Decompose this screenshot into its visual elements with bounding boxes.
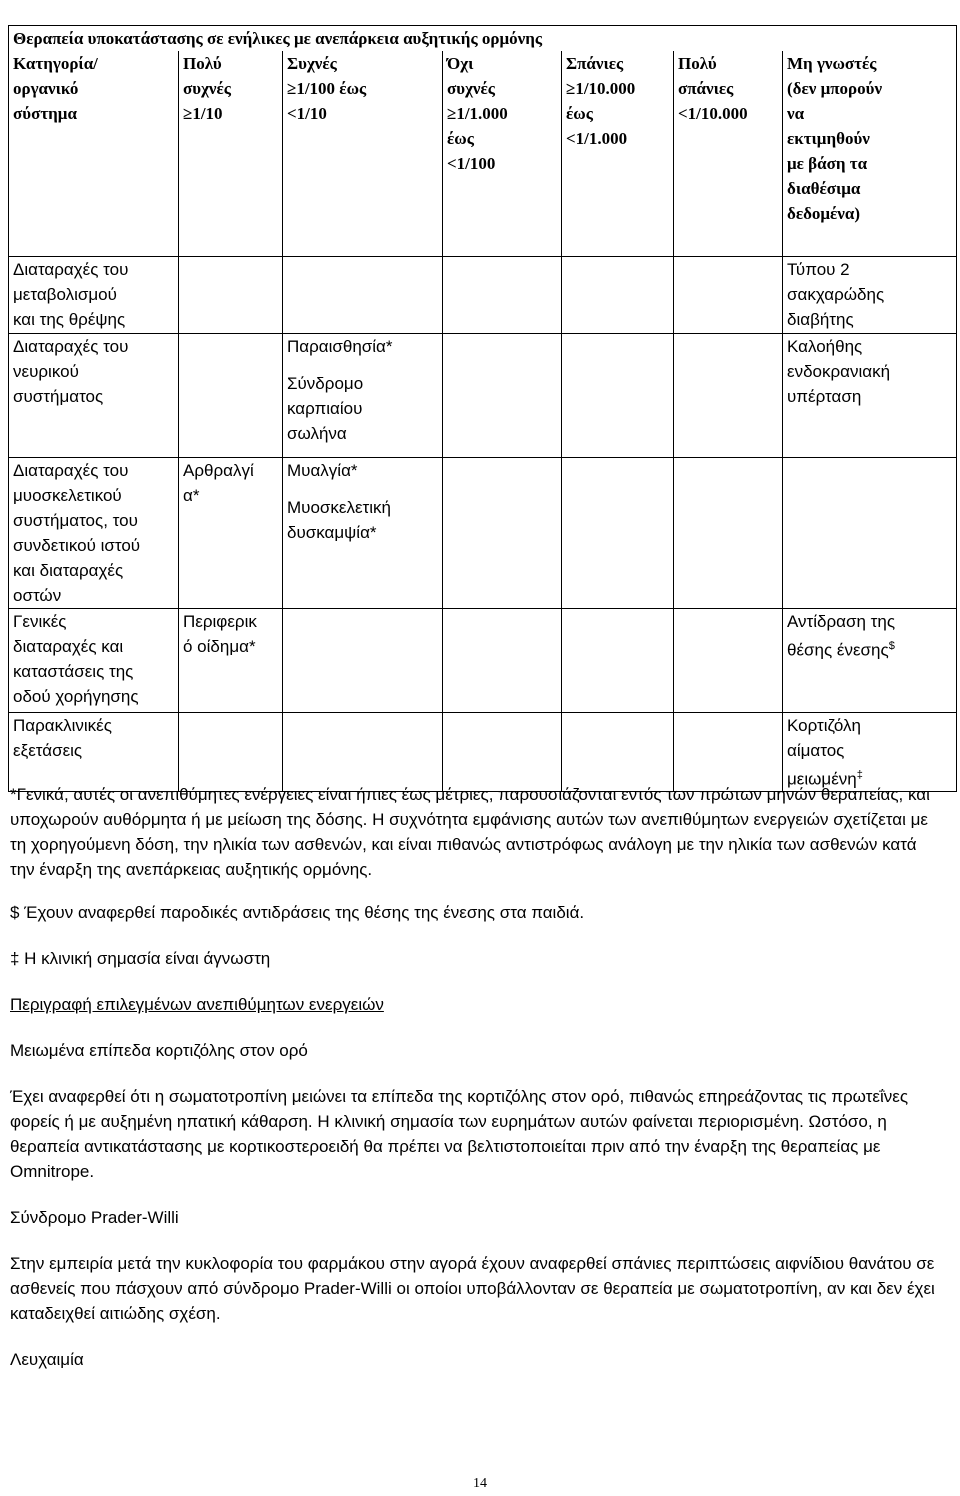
table-row: [9, 712, 957, 792]
unknown-cell: [783, 608, 957, 712]
soc-cell: Διαταραχές του μυοσκελετικού συστήματος, του συνδετικού ιστού και διαταραχές οστών: [9, 457, 179, 608]
common-cell: [283, 457, 443, 608]
header-unknown: Μη γνωστές (δεν μπορούν να εκτιμηθούν με βάση τα διαθέσιμα δεδομένα): [783, 51, 957, 256]
rare-cell: [562, 608, 674, 712]
very-rare-cell: [674, 333, 783, 457]
unknown-cell: Τύπου 2 σακχαρώδης διαβήτης: [783, 256, 957, 333]
very-rare-cell: [674, 712, 783, 792]
unknown-cell: [783, 457, 957, 608]
footnote-star: *Γενικά, αυτές οι ανεπιθύμητες ενέργειες είναι ήπιες έως μέτριες, παρουσιάζονται εντός των πρώτων μηνών θεραπείας, και υποχωρούν αυθόρμητα ή με μείωση της δόσης. Η συχνότητα εμφάνισης αυτών των ανεπιθύμητων ενεργειών σχετίζεται με τη χορηγούμενη δόση, την ηλικία των ασθενών, και είναι πιθανώς αντιστρόφως ανάλογη με την ηλικία των ασθενών κατά την έναρξη της ανεπάρκειας αυξητικής ορμόνης.: [10, 785, 930, 879]
unknown-entry: Αντίδραση της θέσης ένεσης: [787, 611, 896, 660]
footnote-dagger: ‡ Η κλινική σημασία είναι άγνωστη: [10, 949, 271, 968]
uncommon-cell: [443, 457, 562, 608]
soc-cell: Διαταραχές του μεταβολισμού και της θρέψης: [9, 256, 179, 333]
table-title: Θεραπεία υποκατάστασης σε ενήλικες με ανεπάρκεια αυξητικής ορμόνης: [9, 26, 957, 52]
notes-section: [10, 782, 945, 1372]
header-very-rare: Πολύ σπάνιες <1/10.000: [674, 51, 783, 256]
header-common: Συχνές ≥1/100 έως <1/10: [283, 51, 443, 256]
section-heading: Περιγραφή επιλεγμένων ανεπιθύμητων ενεργειών: [10, 995, 384, 1014]
prader-willi-paragraph: Στην εμπειρία μετά την κυκλοφορία του φαρμάκου στην αγορά έχουν αναφερθεί σπάνιες περιπτώσεις αιφνίδιου θανάτου σε ασθενείς που πάσχουν από σύνδρομο Prader-Willi οι οποίοι υποβάλλονταν σε θεραπεία με σωματοτροπίνη, αν και δεν έχει καταδειχθεί αιτιώδης σχέση.: [10, 1254, 935, 1323]
rare-cell: [562, 333, 674, 457]
unknown-entry: Κορτιζόλη αίματος μειωμένη: [787, 715, 861, 789]
very-rare-cell: [674, 608, 783, 712]
common-entry: Μυοσκελετική δυσκαμψία*: [287, 497, 392, 542]
very-rare-cell: [674, 256, 783, 333]
unknown-cell: [783, 712, 957, 792]
common-entry: Σύνδρομο καρπιαίου σωλήνα: [287, 373, 364, 443]
header-soc: Κατηγορία/ οργανικό σύστημα: [9, 51, 179, 256]
unknown-cell: Καλοήθης ενδοκρανιακή υπέρταση: [783, 333, 957, 457]
table-row: [9, 333, 957, 457]
header-very-common: Πολύ συχνές ≥1/10: [179, 51, 283, 256]
dollar-footnote-mark: $: [888, 639, 895, 652]
soc-cell: Παρακλινικές εξετάσεις: [9, 712, 179, 792]
header-uncommon: Όχι συχνές ≥1/1.000 έως <1/100: [443, 51, 562, 256]
prader-willi-heading: Σύνδρομο Prader-Willi: [10, 1208, 179, 1227]
very-common-cell: Αρθραλγί α*: [179, 457, 283, 608]
dagger-footnote-mark: ‡: [856, 768, 863, 781]
soc-cell: Διαταραχές του νευρικού συστήματος: [9, 333, 179, 457]
common-entry: Παραισθησία*: [287, 336, 393, 356]
leukemia-heading: Λευχαιμία: [10, 1350, 84, 1369]
page-number: 14: [473, 1476, 487, 1491]
common-cell: [283, 256, 443, 333]
table-row: [9, 608, 957, 712]
table-header-row: [9, 51, 957, 256]
uncommon-cell: [443, 608, 562, 712]
common-entry: Μυαλγία*: [287, 460, 358, 480]
rare-cell: [562, 457, 674, 608]
rare-cell: [562, 256, 674, 333]
uncommon-cell: [443, 333, 562, 457]
very-common-cell: [179, 712, 283, 792]
uncommon-cell: [443, 256, 562, 333]
soc-cell: Γενικές διαταραχές και καταστάσεις της οδού χορήγησης: [9, 608, 179, 712]
very-common-cell: Περιφερικ ό οίδημα*: [179, 608, 283, 712]
table-row: [9, 256, 957, 333]
adverse-reactions-table: [8, 25, 957, 792]
very-common-cell: [179, 256, 283, 333]
very-rare-cell: [674, 457, 783, 608]
common-cell: [283, 333, 443, 457]
header-rare: Σπάνιες ≥1/10.000 έως <1/1.000: [562, 51, 674, 256]
cortisol-paragraph: Έχει αναφερθεί ότι η σωματοτροπίνη μειώνει τα επίπεδα της κορτιζόλης στον ορό, πιθανώς επηρεάζοντας τις πρωτεΐνες φορείς ή με αυξημένη ηπατική κάθαρση. Η κλινική σημασία των ευρημάτων αυτών φαίνεται περιορισμένη. Ωστόσο, η θεραπεία αντικατάστασης με κορτικοστεροειδή θα πρέπει να βελτιστοποιείται πριν από την έναρξη της θεραπείας με Omnitrope.: [10, 1087, 909, 1181]
very-common-cell: [179, 333, 283, 457]
cortisol-heading: Μειωμένα επίπεδα κορτιζόλης στον ορό: [10, 1041, 308, 1060]
uncommon-cell: [443, 712, 562, 792]
common-cell: [283, 608, 443, 712]
table-row: [9, 457, 957, 608]
footnote-dollar: $ Έχουν αναφερθεί παροδικές αντιδράσεις της θέσης της ένεσης στα παιδιά.: [10, 903, 585, 922]
common-cell: [283, 712, 443, 792]
rare-cell: [562, 712, 674, 792]
